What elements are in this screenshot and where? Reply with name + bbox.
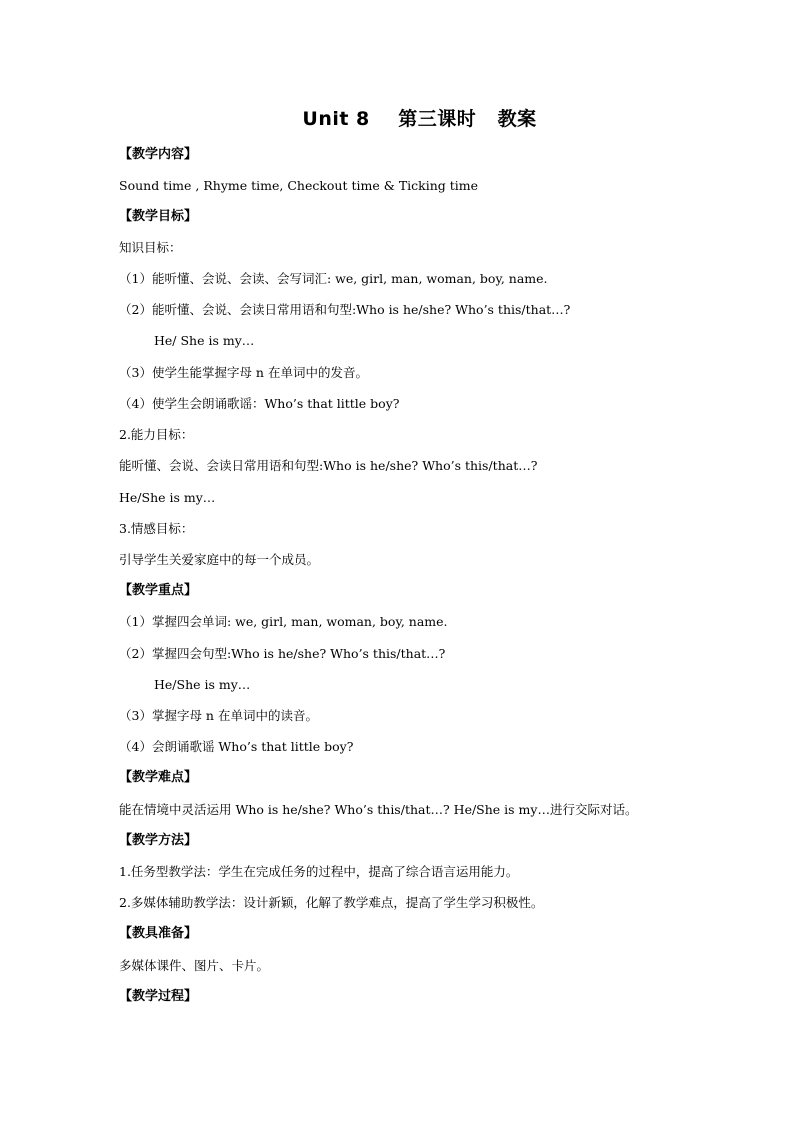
section-heading-difficulties: 【教学难点】 (119, 770, 198, 785)
key-point-4: （4）会朗诵歌谣 Who’s that little boy? (119, 739, 354, 754)
difficulty-text: 能在情境中灵活运用 Who is he/she? Who’s this/that…? He/She is my…进行交际对话。 (119, 802, 638, 817)
ability-objective-label: 2.能力目标： (119, 427, 194, 442)
key-point-1: （1）掌握四会单词: we, girl, man, woman, boy, name. (119, 614, 448, 629)
key-point-3: （3）掌握字母 n 在单词中的读音。 (119, 708, 318, 723)
section-heading-methods: 【教学方法】 (119, 833, 198, 848)
ability-objective-cont: He/She is my… (119, 490, 216, 505)
objective-item-4: （4）使学生会朗诵歌谣：Who’s that little boy? (119, 396, 400, 411)
method-2: 2.多媒体辅助教学法：设计新颖，化解了教学难点，提高了学生学习积极性。 (119, 895, 544, 910)
content-text: Sound time , Rhyme time, Checkout time & Ticking time (119, 178, 479, 193)
method-1: 1.任务型教学法：学生在完成任务的过程中，提高了综合语言运用能力。 (119, 864, 519, 879)
emotion-objective-label: 3.情感目标： (119, 521, 194, 536)
objective-item-2: （2）能听懂、会说、会读日常用语和句型:Who is he/she? Who’s this/that…? (119, 302, 571, 317)
emotion-objective-text: 引导学生关爱家庭中的每一个成员。 (119, 552, 320, 567)
knowledge-objective-label: 知识目标： (119, 240, 182, 255)
materials-text: 多媒体课件、图片、卡片。 (119, 958, 270, 973)
section-heading-materials: 【教具准备】 (119, 926, 198, 941)
key-point-2-cont: He/She is my… (154, 677, 251, 692)
objective-item-3: （3）使学生能掌握字母 n 在单词中的发音。 (119, 365, 368, 380)
key-point-2: （2）掌握四会句型:Who is he/she? Who’s this/that…? (119, 646, 446, 661)
section-heading-key-points: 【教学重点】 (119, 583, 198, 598)
objective-item-1: （1）能听懂、会说、会读、会写词汇: we, girl, man, woman, boy, name. (119, 271, 548, 286)
section-heading-content: 【教学内容】 (119, 147, 198, 162)
section-heading-process: 【教学过程】 (119, 989, 198, 1004)
ability-objective-text: 能听懂、会说、会读日常用语和句型:Who is he/she? Who’s this/that…? (119, 458, 538, 473)
page-title: Unit 8 第三课时 教案 (302, 108, 537, 130)
section-heading-objectives: 【教学目标】 (119, 209, 198, 224)
objective-item-2-cont: He/ She is my… (154, 333, 255, 348)
